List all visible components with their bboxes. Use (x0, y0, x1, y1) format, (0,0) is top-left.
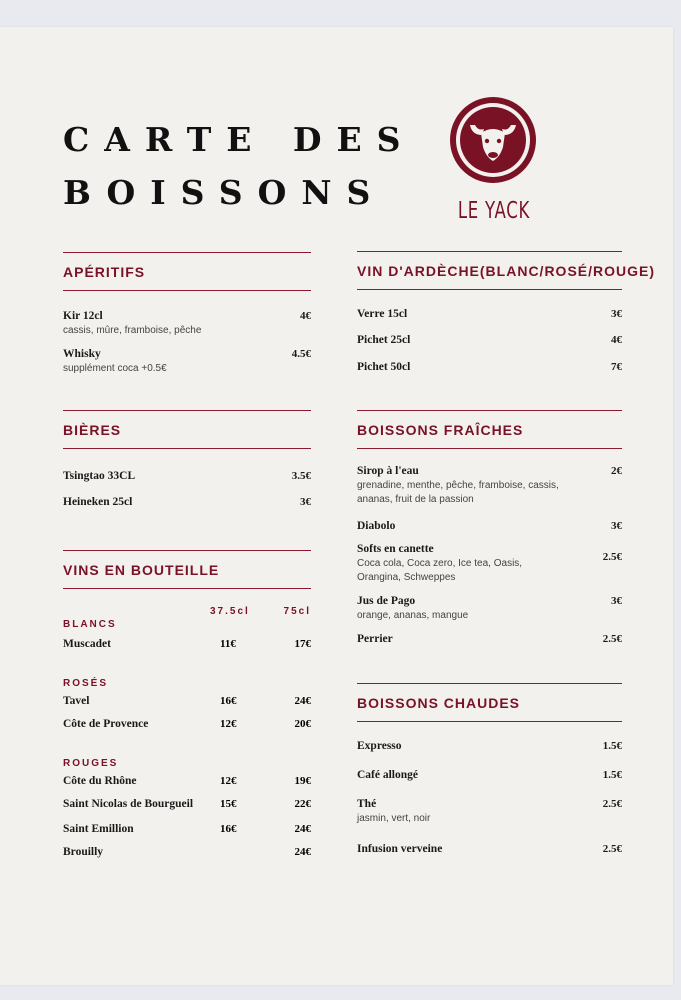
item-price: 7€ (611, 361, 622, 373)
section-heading: BOISSONS CHAUDES (357, 683, 622, 722)
section-vins-bouteille (63, 550, 311, 870)
table-row (63, 775, 311, 787)
title-line-2: BOISSONS (63, 173, 386, 212)
item-price: 2.5€ (602, 843, 622, 855)
bull-head-icon (448, 95, 538, 185)
section-heading: BOISSONS FRAÎCHES (357, 410, 622, 449)
table-row (63, 846, 311, 858)
item-price: 1.5€ (602, 769, 622, 781)
item-price: 2€ (611, 465, 622, 477)
item-name: Infusion verveine (357, 843, 443, 855)
list-item (357, 308, 622, 320)
list-item (63, 470, 311, 482)
item-name: Tsingtao 33CL (63, 470, 136, 482)
price-75cl: 22€ (294, 798, 311, 810)
wine-name: Saint Emillion (63, 823, 134, 835)
wine-name: Côte de Provence (63, 718, 149, 730)
price-75cl: 24€ (294, 823, 311, 835)
table-row (63, 695, 311, 707)
item-name: Thé (357, 798, 377, 810)
item-price: 4.5€ (291, 348, 311, 360)
item-name: Perrier (357, 633, 393, 645)
subheading-roses: ROSÉS (63, 678, 109, 689)
section-bieres (63, 410, 311, 520)
item-name: Café allongé (357, 769, 419, 781)
price-37-5cl: 12€ (220, 718, 237, 730)
item-desc: orange, ananas, mangue (357, 610, 469, 621)
subheading-rouges: ROUGES (63, 758, 119, 769)
section-vin-ardeche (357, 251, 656, 381)
item-name: Diabolo (357, 520, 396, 532)
menu-page (0, 27, 673, 985)
item-desc: jasmin, vert, noir (357, 813, 431, 824)
column-header-75cl: 75cl (283, 606, 311, 617)
price-75cl: 24€ (294, 846, 311, 858)
item-desc: Coca cola, Coca zero, Ice tea, Oasis, Orangina, Schweppes (357, 558, 523, 583)
item-name: Expresso (357, 740, 402, 752)
price-37-5cl: 12€ (220, 775, 237, 787)
item-price: 3.5€ (291, 470, 311, 482)
price-37-5cl: 15€ (220, 798, 237, 810)
price-37-5cl: 16€ (220, 695, 237, 707)
page-title (63, 113, 416, 219)
price-75cl: 17€ (294, 638, 311, 650)
list-item (357, 465, 622, 507)
section-boissons-chaudes (357, 683, 622, 883)
column-header-37-5cl: 37.5cl (210, 606, 250, 617)
wine-name: Côte du Rhône (63, 775, 137, 787)
section-aperitifs (63, 252, 311, 392)
table-row (63, 798, 311, 810)
item-price: 3€ (611, 308, 622, 320)
price-75cl: 19€ (294, 775, 311, 787)
title-line-1: CARTE DES (63, 120, 416, 159)
subheading-blancs: BLANCS (63, 619, 117, 630)
item-name: Heineken 25cl (63, 496, 133, 508)
table-row (63, 823, 311, 835)
item-price: 4€ (300, 310, 311, 322)
section-heading: APÉRITIFS (63, 252, 311, 291)
item-price: 2.5€ (602, 551, 622, 563)
wine-name: Muscadet (63, 638, 111, 650)
item-name: Whisky (63, 348, 101, 360)
item-price: 3€ (611, 595, 622, 607)
item-price: 3€ (300, 496, 311, 508)
brand-name: LE YACK (457, 198, 531, 224)
section-boissons-fraiches (357, 410, 622, 670)
item-desc: grenadine, menthe, pêche, framboise, cassis, ananas, fruit de la passion (357, 480, 559, 505)
item-price: 2.5€ (602, 798, 622, 810)
price-37-5cl: 11€ (220, 638, 236, 650)
section-heading: VIN D'ARDÈCHE(BLANC/ROSÉ/ROUGE) (357, 251, 622, 290)
list-item (357, 520, 622, 532)
section-heading: BIÈRES (63, 410, 311, 449)
section-heading: VINS EN BOUTEILLE (63, 550, 311, 589)
item-price: 1.5€ (602, 740, 622, 752)
wine-name: Saint Nicolas de Bourgueil (63, 798, 194, 810)
item-desc: supplément coca +0.5€ (63, 363, 167, 374)
list-item (357, 798, 622, 826)
list-item (357, 740, 622, 752)
wine-name: Brouilly (63, 846, 104, 858)
item-name: Verre 15cl (357, 308, 408, 320)
item-name: Jus de Pago (357, 595, 416, 607)
item-name: Softs en canette (357, 543, 434, 555)
list-item (357, 769, 622, 781)
wine-name: Tavel (63, 695, 90, 707)
price-37-5cl: 16€ (220, 823, 237, 835)
list-item (63, 348, 311, 376)
list-item (357, 543, 622, 585)
list-item (357, 633, 622, 645)
table-row (63, 638, 311, 650)
list-item (63, 496, 311, 508)
list-item (357, 843, 622, 855)
item-price: 4€ (611, 334, 622, 346)
item-price: 3€ (611, 520, 622, 532)
item-name: Pichet 25cl (357, 334, 411, 346)
price-75cl: 24€ (294, 695, 311, 707)
list-item (357, 595, 622, 623)
table-row (63, 718, 311, 730)
item-desc: cassis, mûre, framboise, pêche (63, 325, 202, 336)
item-name: Kir 12cl (63, 310, 103, 322)
item-name: Sirop à l'eau (357, 465, 419, 477)
list-item (357, 361, 622, 373)
price-75cl: 20€ (294, 718, 311, 730)
list-item (63, 310, 311, 338)
list-item (357, 334, 622, 346)
item-price: 2.5€ (602, 633, 622, 645)
item-name: Pichet 50cl (357, 361, 411, 373)
